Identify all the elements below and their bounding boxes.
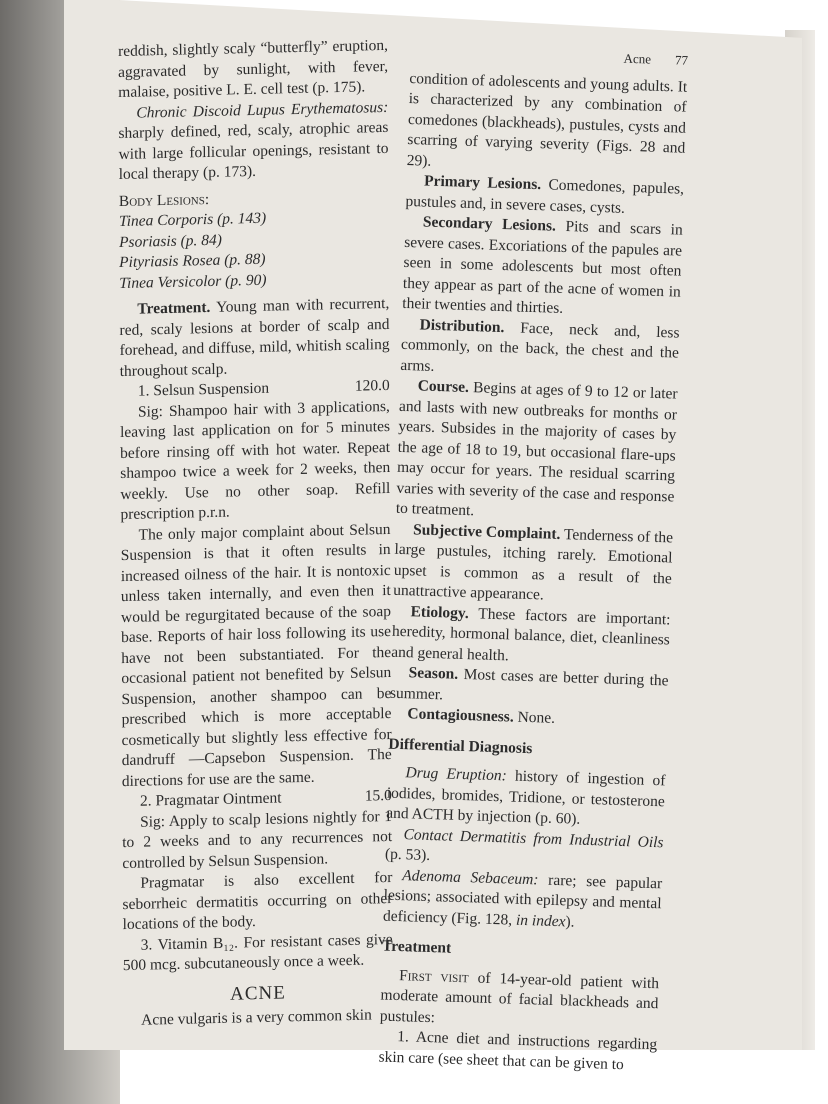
primary-heading: Primary Lesions. (423, 172, 542, 194)
rx3-line: 3. Vitamin B₁₂. For resistant cases give 500 mcg. subcutaneously once a week. (122, 930, 393, 975)
drug-title: Drug Eruption: (405, 764, 508, 785)
distribution-text: Face, neck and, less commonly, on the back, the chest and the arms. (400, 319, 680, 375)
distribution (400, 314, 680, 384)
subjective-heading: Subjective Complaint. (412, 520, 561, 543)
rx2-amount: 15.0 (364, 786, 392, 805)
treatment-paragraph (119, 294, 389, 382)
course (396, 376, 678, 528)
body-lesions-heading: Body Lesions: (118, 190, 210, 210)
first-visit-text: of 14-year-old patient with moderate amount of facial blackheads and pustules: (379, 969, 660, 1026)
first-visit (380, 965, 660, 1035)
adenoma-text: rare; see papular lesions; associated with epilepsy and mental deficiency (Fig. 128, (382, 871, 663, 929)
etiology (391, 601, 671, 671)
rx2-sig: Sig: Apply to scalp lesions nightly for 1 to 2 weeks and to any recurrences not controlled by Selsun Suspension. (122, 807, 393, 872)
course-heading: Course. (417, 377, 470, 397)
contagious-heading: Contagiousness. (407, 705, 514, 726)
adenoma-ref: in index (515, 911, 566, 930)
discoid-text: sharply defined, red, scaly, atrophic areas with large follicular openings, resistant to local therapy (p. 173). (118, 118, 389, 184)
body-lesion-item: Pityriasis Rosea (p. 88) (119, 250, 266, 272)
adenoma-end: ). (565, 912, 575, 931)
contact-title: Contact Dermatitis from Industrial Oils (403, 825, 664, 851)
discoid-entry (118, 97, 388, 185)
rx1-sig: Sig: Shampoo hair with 3 applications, leaving last application on for 5 minutes before rinsing off with hot water. Repeat shampoo twice a week for 2 weeks, then weekly. Use no other soap. Refill prescription p.r.n. (120, 397, 391, 524)
contact-text: (p. 53). (384, 845, 431, 865)
adenoma-title: Adenoma Sebaceum: (402, 866, 539, 888)
season-text: Most cases are better during the summer. (389, 665, 669, 703)
pragmatar-paragraph: Pragmatar is also excellent for seborrheic dermatitis occurring on other locations of the body. (122, 868, 393, 934)
left-column (118, 36, 393, 1032)
rx1-name: 1. Selsun Suspension (137, 379, 270, 400)
acne-description: condition of adolescents and young adults. It is characterized by any combination of comedones (blackheads), pustules, cysts and scarring of varying severity (Figs. 28 and 29). (406, 69, 688, 170)
secondary-heading: Secondary Lesions. (422, 213, 557, 235)
treatment-item-1: 1. Acne diet and instructions regarding skin care (see sheet that can be given to (378, 1028, 658, 1073)
body-lesion-item: Tinea Versicolor (p. 90) (119, 271, 267, 292)
first-visit-label: First visit (398, 966, 469, 986)
subjective-text: Tenderness of the large pustules, itching rarely. Emotional upset is common as a result of the unattractive appearance. (393, 525, 674, 604)
lupus-text: reddish, slightly scaly “butterfly” eruption, aggravated by sunlight, with fever, malaise, positive L. E. cell test (p. 175). (118, 36, 389, 102)
running-title: Acne (623, 50, 652, 67)
rx1-amount: 120.0 (354, 376, 390, 395)
primary-text: Comedones, papules, pustules and, in severe cases, cysts. (405, 176, 685, 217)
selsun-paragraph: The only major complaint about Selsun Suspension is that it often results in increased oilness of the hair. It is nontoxic unless taken internally, and even then it would be regurgitated because of the soap base. Reports of hair loss following its use have not been substantiated. For the occasional patient not benefited by Selsun Suspension, another shampoo can be prescribed which is more acceptable cosmetically but slightly less effective for dandruff —Capsebon Suspension. The directions for use are the same. (120, 520, 392, 790)
rx2-name: 2. Pragmatar Ointment (139, 789, 282, 810)
subjective-complaint (393, 519, 673, 610)
treatment-text: Young man with recurrent, red, scaly lesions at border of scalp and forehead, and diffuse, mild, whitish scaling throughout scalp. (119, 294, 390, 380)
etiology-heading: Etiology. (410, 602, 469, 622)
secondary-lesions (402, 212, 683, 323)
distribution-heading: Distribution. (419, 315, 505, 336)
contagious-text: None. (517, 708, 556, 727)
page-number: 77 (674, 52, 689, 68)
etiology-text: These factors are important: heredity, hormonal balance, diet, cleanliness and general health. (391, 604, 671, 664)
drug-eruption (386, 763, 666, 833)
adenoma-sebaceum (383, 865, 663, 935)
drug-text: history of ingestion of iodides, bromides, Tridione, or testosterone and ACTH by injection (p. 60). (386, 767, 666, 828)
differential-heading: Differential Diagnosis (388, 735, 533, 757)
body-lesion-item: Psoriasis (p. 84) (119, 231, 222, 251)
acne-intro: Acne vulgaris is a very common skin (141, 1006, 372, 1029)
secondary-text: Pits and scars in severe cases. Excoriations of the papules are seen in some adolescents but most often they appear as part of the acne of women in their twenties and thirties. (402, 217, 684, 317)
treatment-heading-right: Treatment (381, 937, 452, 957)
course-text: Begins at ages of 9 to 12 or later and lasts with new outbreaks for months or years. Subsides in the majority of cases by the age of 18 to 19, but occasional flare-ups may occur for years. The residual scarring varies with severity of the case and response to treatment. (395, 379, 678, 520)
body-lesion-item: Tinea Corporis (p. 143) (118, 209, 267, 231)
discoid-title: Chronic Discoid Lupus Erythematosus: (136, 98, 389, 122)
right-column (378, 50, 689, 1076)
season-heading: Season. (408, 664, 459, 683)
treatment-heading: Treatment. (137, 298, 211, 318)
acne-heading: ACNE (230, 981, 286, 1005)
